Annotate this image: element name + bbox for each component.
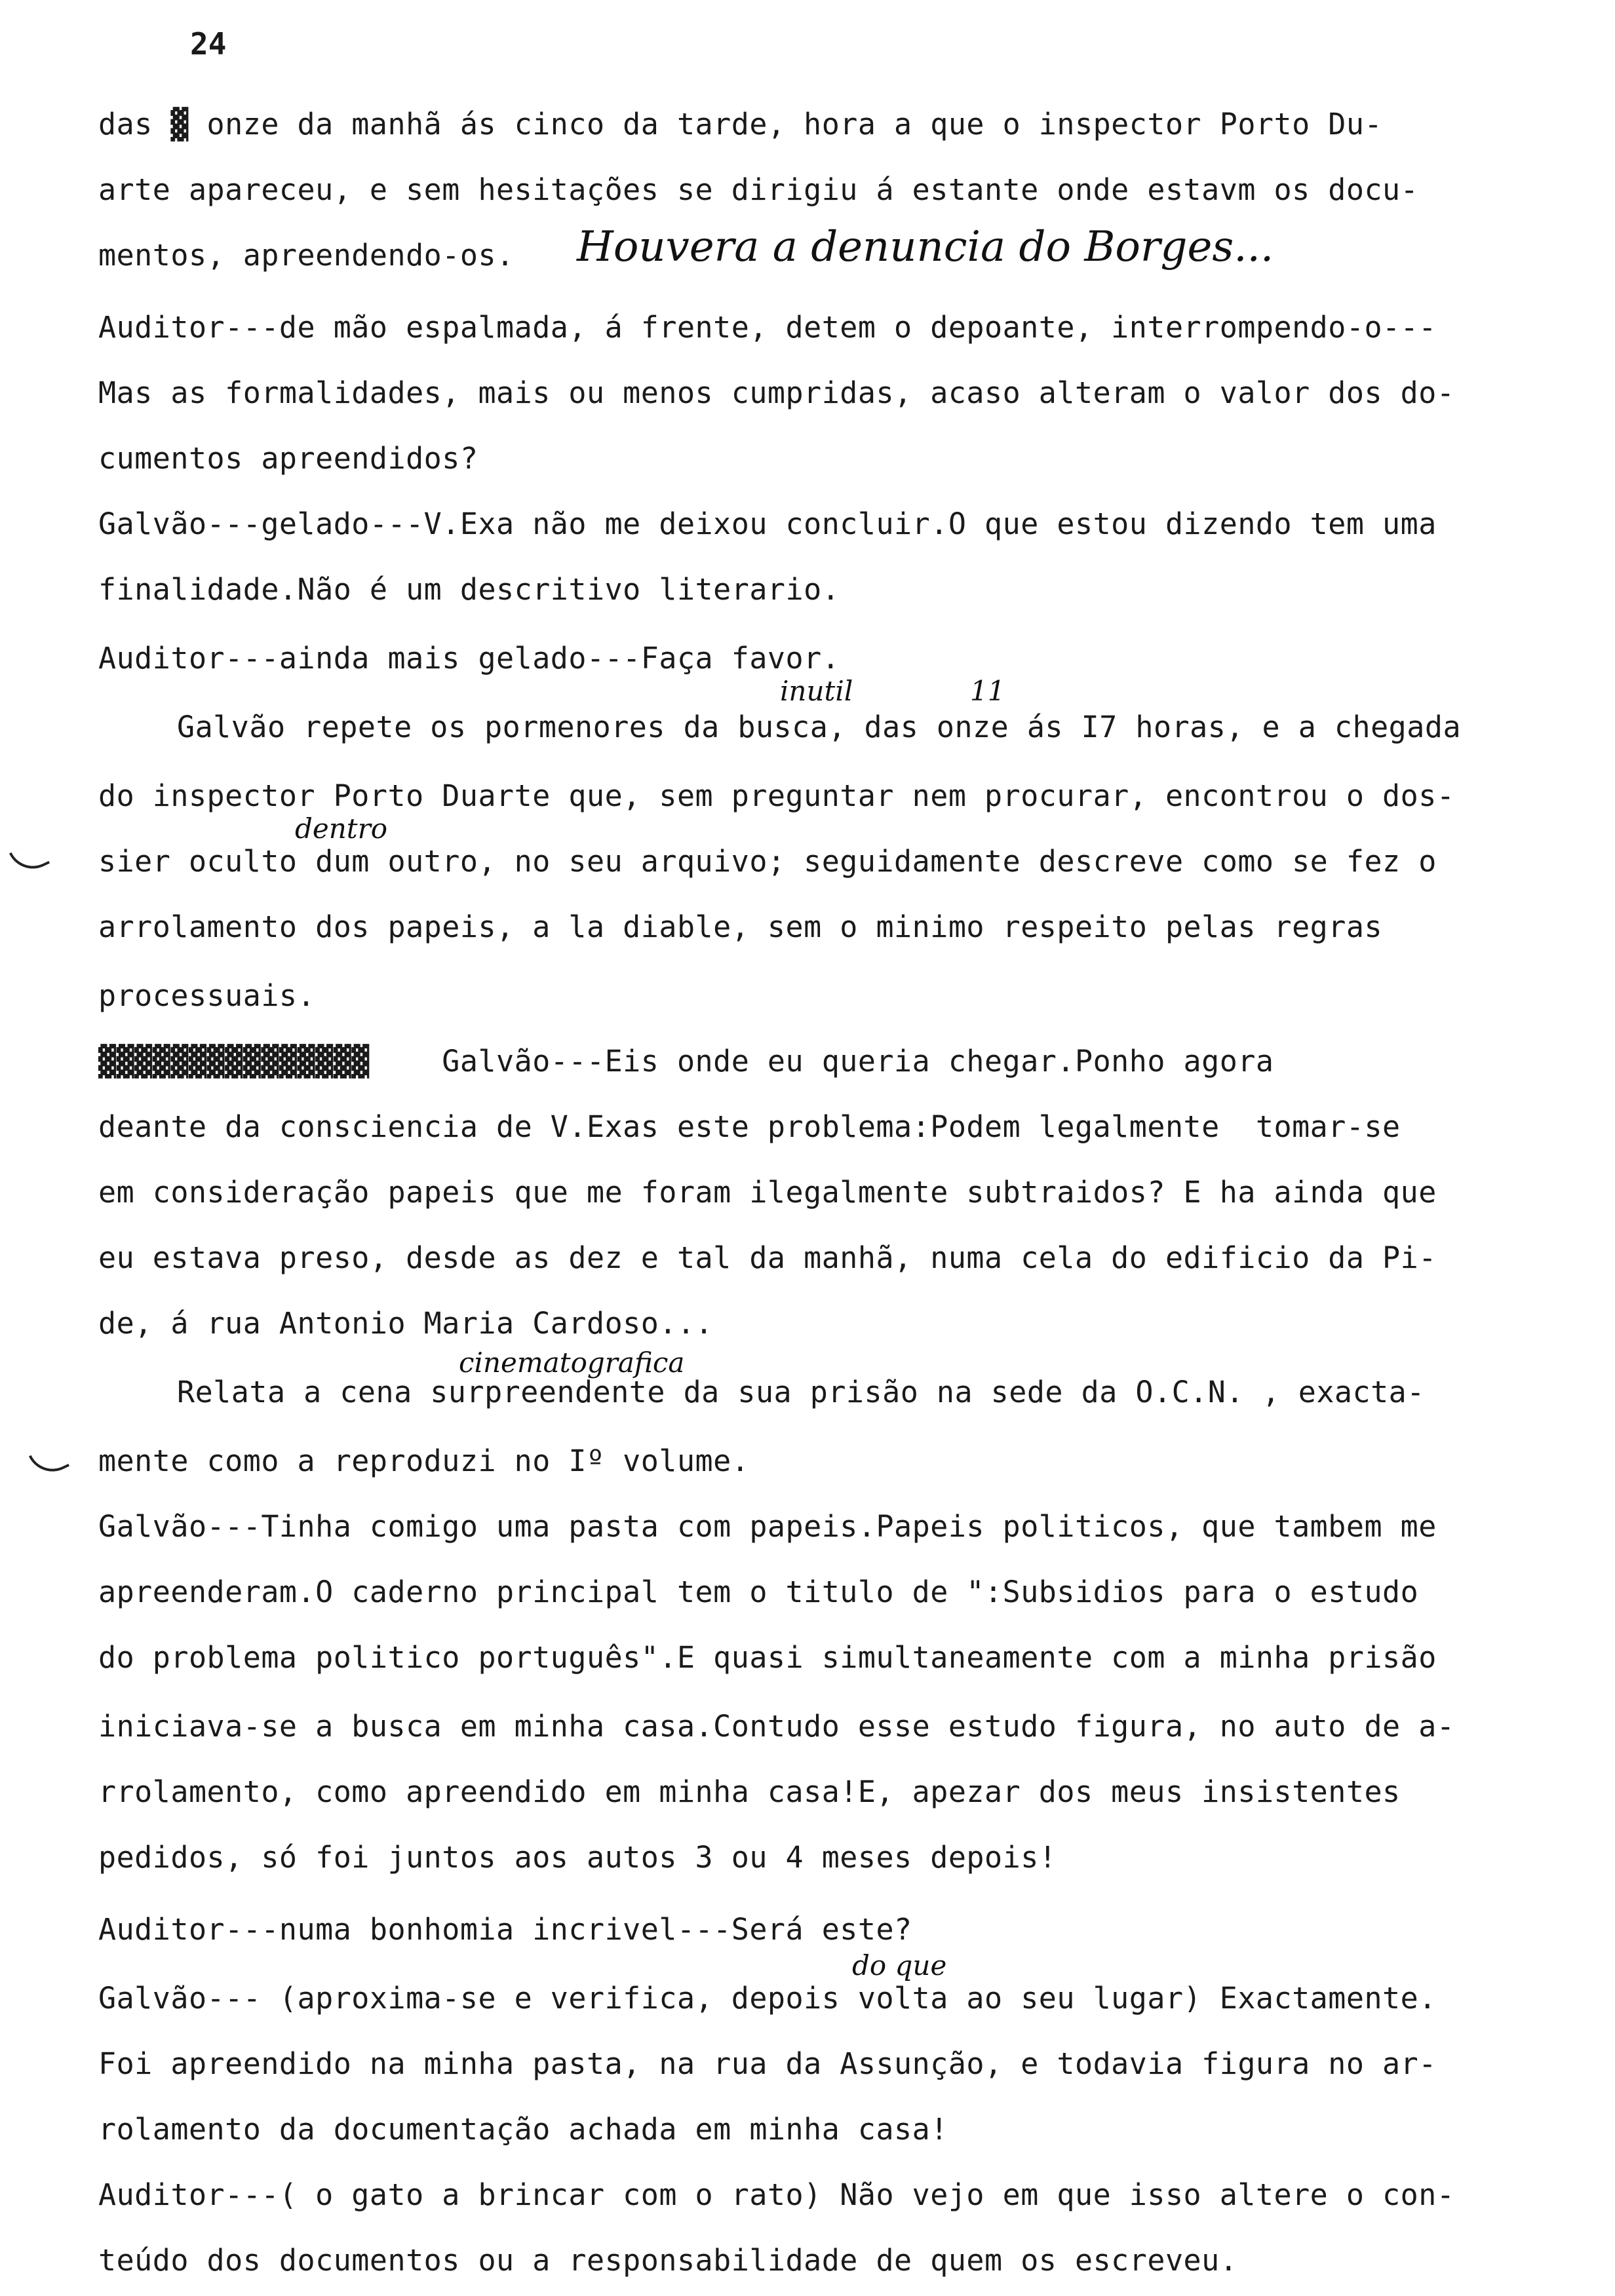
text-line: Foi apreendido na minha pasta, na rua da Assunção, e todavia figura no ar-: [98, 2046, 1437, 2081]
handwritten-note: 11: [970, 675, 1005, 707]
text-line: mentos, apreendendo-os.: [98, 238, 515, 273]
handwritten-note: do que: [852, 1949, 947, 1981]
text-line: em consideração papeis que me foram ilegalmente subtraidos? E ha ainda que: [98, 1175, 1437, 1210]
text-line: processuais.: [98, 978, 316, 1013]
text-line: rrolamento, como apreendido em minha casa!E, apezar dos meus insistentes: [98, 1774, 1401, 1809]
text-line: Relata a cena surpreendente da sua prisão na sede da O.C.N. , exacta-: [177, 1375, 1425, 1409]
text-line: de, á rua Antonio Maria Cardoso...: [98, 1306, 714, 1341]
text-line: ▓▓▓▓▓▓▓▓▓▓▓▓▓▓▓ Galvão---Eis onde eu queria chegar.Ponho agora: [98, 1044, 1274, 1079]
text-line: arrolamento dos papeis, a la diable, sem o minimo respeito pelas regras: [98, 909, 1383, 944]
text-line: finalidade.Não é um descritivo literario.: [98, 572, 840, 607]
text-line: arte apareceu, e sem hesitações se dirigiu á estante onde estavm os docu-: [98, 172, 1419, 207]
page-number: 24: [190, 26, 227, 62]
text-line: Auditor---de mão espalmada, á frente, detem o depoante, interrompendo-o---: [98, 310, 1437, 345]
handwritten-note: dentro: [295, 813, 388, 845]
text-line: teúdo dos documentos ou a responsabilidade de quem os escreveu.: [98, 2243, 1238, 2278]
handwritten-note: Houvera a denuncia do Borges...: [577, 223, 1274, 271]
text-line: sier oculto dum outro, no seu arquivo; seguidamente descreve como se fez o: [98, 844, 1437, 879]
text-line: rolamento da documentação achada em minha casa!: [98, 2112, 948, 2147]
text-line: Auditor---numa bonhomia incrivel---Será este?: [98, 1912, 912, 1947]
text-line: Mas as formalidades, mais ou menos cumpridas, acaso alteram o valor dos do-: [98, 375, 1455, 410]
text-line: apreenderam.O caderno principal tem o titulo de ":Subsidios para o estudo: [98, 1575, 1419, 1609]
margin-mark: [9, 839, 50, 877]
handwritten-note: inutil: [780, 675, 853, 707]
text-line: eu estava preso, desde as dez e tal da manhã, numa cela do edificio da Pi-: [98, 1240, 1437, 1275]
text-line: Galvão repete os pormenores da busca, das onze ás I7 horas, e a chegada: [177, 710, 1462, 744]
text-line: cumentos apreendidos?: [98, 441, 478, 476]
text-line: Galvão---gelado---V.Exa não me deixou concluir.O que estou dizendo tem uma: [98, 507, 1437, 541]
text-line: pedidos, só foi juntos aos autos 3 ou 4 meses depois!: [98, 1840, 1057, 1875]
handwritten-note: cinematografica: [459, 1347, 685, 1379]
text-line: das ▓ onze da manhã ás cinco da tarde, hora a que o inspector Porto Du-: [98, 107, 1383, 142]
text-line: iniciava-se a busca em minha casa.Contudo esse estudo figura, no auto de a-: [98, 1709, 1455, 1744]
text-line: do inspector Porto Duarte que, sem preguntar nem procurar, encontrou o dos-: [98, 778, 1455, 813]
text-line: Galvão---Tinha comigo uma pasta com papeis.Papeis politicos, que tambem me: [98, 1509, 1437, 1544]
text-line: mente como a reproduzi no Iº volume.: [98, 1444, 750, 1478]
text-line: deante da consciencia de V.Exas este problema:Podem legalmente tomar-se: [98, 1109, 1401, 1144]
margin-mark: [29, 1442, 69, 1480]
text-line: do problema politico português".E quasi simultaneamente com a minha prisão: [98, 1640, 1437, 1675]
text-line: Auditor---ainda mais gelado---Faça favor.: [98, 641, 840, 676]
text-line: Galvão--- (aproxima-se e verifica, depois volta ao seu lugar) Exactamente.: [98, 1981, 1437, 2016]
text-line: Auditor---( o gato a brincar com o rato) Não vejo em que isso altere o con-: [98, 2177, 1455, 2212]
